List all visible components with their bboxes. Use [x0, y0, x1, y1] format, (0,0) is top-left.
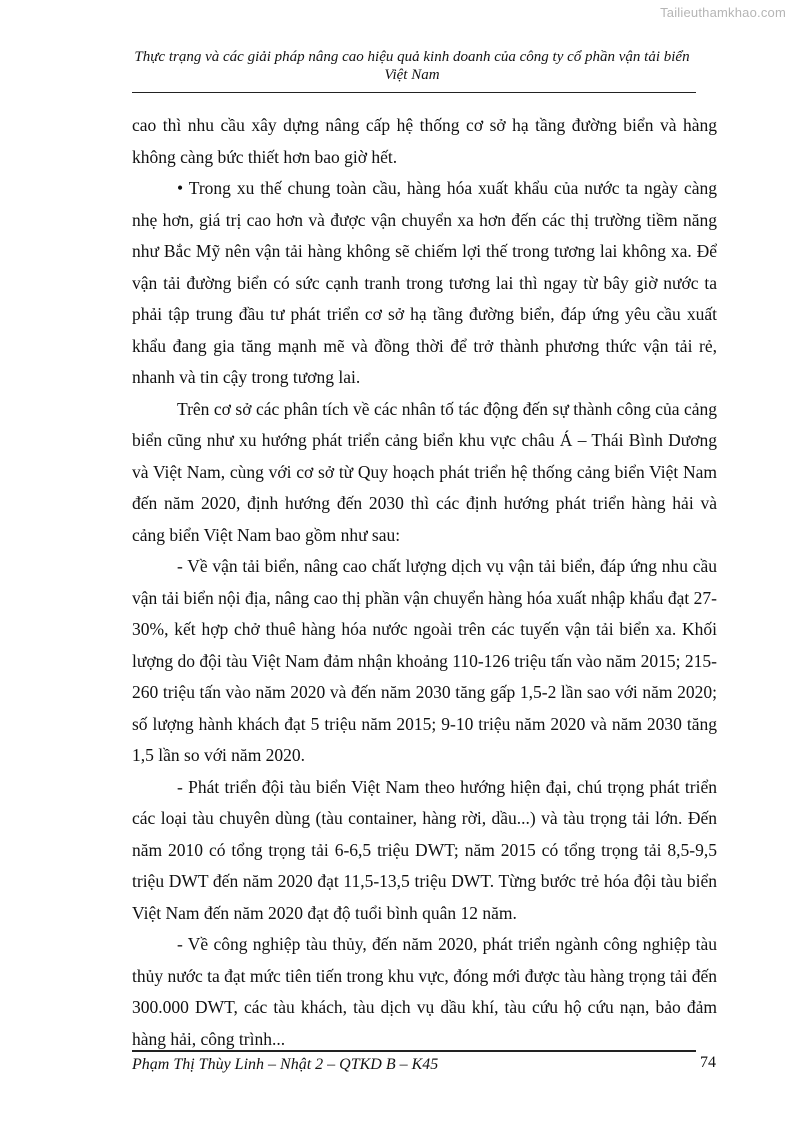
paragraph-continuation: cao thì nhu cầu xây dựng nâng cấp hệ thống cơ sở hạ tầng đường biển và hàng không càng bức thiết hơn bao giờ hết. — [132, 115, 717, 167]
paragraph-bullet: • Trong xu thế chung toàn cầu, hàng hóa xuất khẩu của nước ta ngày càng nhẹ hơn, giá trị cao hơn và được vận chuyển xa hơn đến các thị trường tiềm năng như Bắc Mỹ nên vận tải hàng không sẽ chiếm lợi thế trong tương lai không xa. Để vận tải đường biển có sức cạnh tranh trong tương lai thì ngay từ bây giờ nước ta phải tập trung đầu tư phát triển cơ sở hạ tầng đường biển, đáp ứng yêu cầu xuất khẩu đang gia tăng mạnh mẽ và đồng thời để trở thành phương thức vận tải rẻ, nhanh và tin cậy trong tương lai. — [132, 178, 717, 387]
body-text — [132, 110, 717, 1055]
watermark: Tailieuthamkhao.com — [660, 5, 786, 20]
page-header: Thực trạng và các giải pháp nâng cao hiệu quả kinh doanh của công ty cổ phần vận tải biển Việt Nam — [134, 49, 690, 83]
header-divider — [132, 92, 696, 93]
footer-divider — [132, 1050, 696, 1052]
paragraph-shipbuilding: - Về công nghiệp tàu thủy, đến năm 2020, phát triển ngành công nghiệp tàu thủy nước ta đạt mức tiên tiến trong khu vực, đóng mới được tàu hàng trọng tải đến 300.000 DWT, các tàu khách, tàu dịch vụ dầu khí, tàu cứu hộ cứu nạn, bảo đảm hàng hải, công trình... — [132, 934, 717, 1049]
footer-author: Phạm Thị Thùy Linh – Nhật 2 – QTKD B – K45 — [132, 1056, 439, 1073]
page-number: 74 — [700, 1054, 716, 1071]
paragraph-shipping: - Về vận tải biển, nâng cao chất lượng dịch vụ vận tải biển, đáp ứng nhu cầu vận tải biển nội địa, nâng cao thị phần vận chuyển hàng hóa xuất nhập khẩu đạt 27-30%, kết hợp chở thuê hàng hóa nước ngoài trên các tuyến vận tải biển xa. Khối lượng do đội tàu Việt Nam đảm nhận khoảng 110-126 triệu tấn vào năm 2015; 215-260 triệu tấn vào năm 2020 và đến năm 2030 tăng gấp 1,5-2 lần sao với năm 2020; số lượng hành khách đạt 5 triệu năm 2015; 9-10 triệu năm 2020 và năm 2030 tăng 1,5 lần so với năm 2020. — [132, 556, 717, 765]
paragraph-fleet: - Phát triển đội tàu biển Việt Nam theo hướng hiện đại, chú trọng phát triển các loại tàu chuyên dùng (tàu container, hàng rời, dầu...) và tàu trọng tải lớn. Đến năm 2010 có tổng trọng tải 6-6,5 triệu DWT; năm 2015 có tổng trọng tải 8,5-9,5 triệu DWT đến năm 2020 đạt 11,5-13,5 triệu DWT. Từng bước trẻ hóa đội tàu biển Việt Nam đến năm 2020 đạt độ tuổi bình quân 12 năm. — [132, 776, 717, 923]
paragraph-intro: Trên cơ sở các phân tích về các nhân tố tác động đến sự thành công của cảng biển cũng như xu hướng phát triển cảng biển khu vực châu Á – Thái Bình Dương và Việt Nam, cùng với cơ sở từ Quy hoạch phát triển hệ thống cảng biển Việt Nam đến năm 2020, định hướng đến 2030 thì các định hướng phát triển hàng hải và cảng biển Việt Nam bao gồm như sau: — [132, 398, 717, 545]
